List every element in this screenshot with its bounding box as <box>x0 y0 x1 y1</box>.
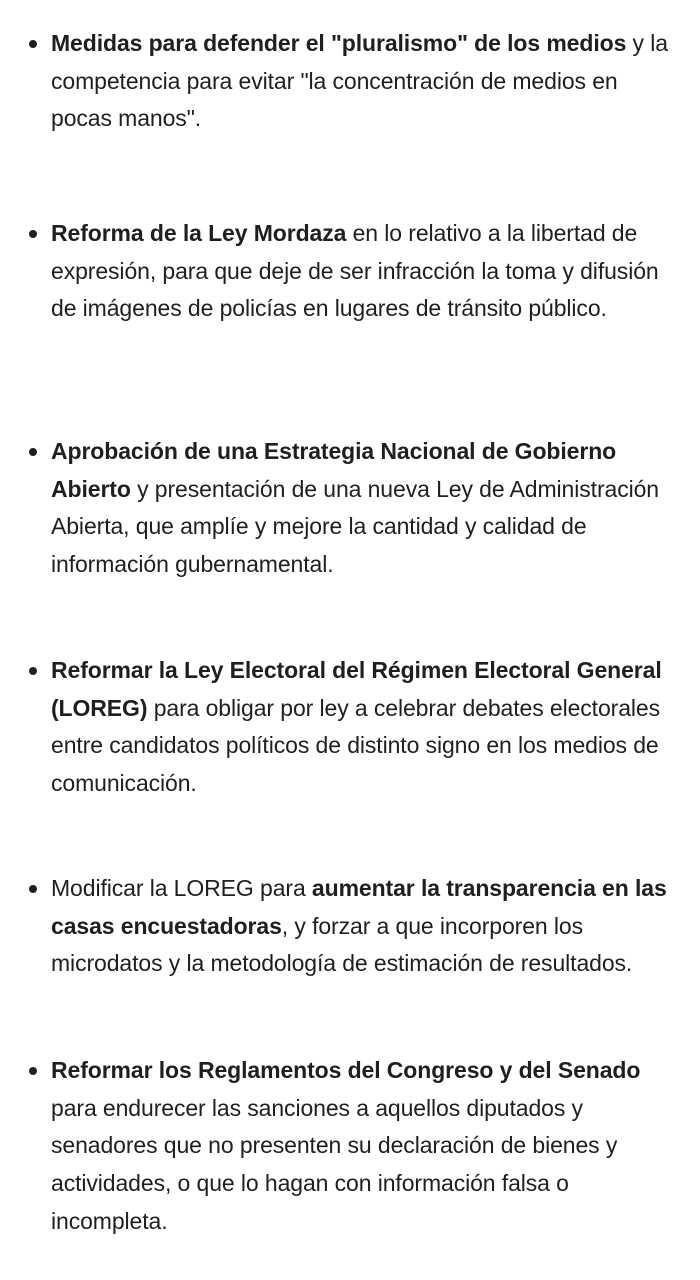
item-text-post: para endurecer las sanciones a aquellos diputados y senadores que no presenten su declaración de bienes y actividades, o que lo hagan con información falsa o incompleta. <box>51 1094 618 1234</box>
list-item <box>51 25 676 138</box>
item-text-bold: Medidas para defender el "pluralismo" de los medios <box>51 30 627 56</box>
item-text-post: para obligar por ley a celebrar debates electorales entre candidatos políticos de distinto signo en los medios de comunicación. <box>51 694 661 797</box>
item-text-post: y presentación de una nueva Ley de Administración Abierta, que amplíe y mejore la cantidad y calidad de información gubernamental. <box>51 475 659 578</box>
list-item <box>51 1052 676 1241</box>
list-item <box>51 652 676 803</box>
list-item <box>51 870 676 983</box>
bullet-icon <box>29 40 37 48</box>
bullet-icon <box>29 667 37 675</box>
list-item <box>51 433 676 584</box>
bullet-icon <box>29 448 37 456</box>
item-text-bold: Reformar los Reglamentos del Congreso y del Senado <box>51 1057 641 1083</box>
item-text-post: y la competencia para evitar "la concentración de medios en pocas manos". <box>51 30 668 132</box>
item-text-bold: Reforma de la Ley Mordaza <box>51 220 347 246</box>
item-text-post: , y forzar a que incorporen los microdatos y la metodología de estimación de resultados. <box>51 912 633 977</box>
item-text-bold: Aprobación de una Estrategia Nacional de Gobierno Abierto <box>51 438 617 502</box>
bullet-icon <box>29 885 37 893</box>
list-item <box>51 215 676 328</box>
item-text-bold: Reformar la Ley Electoral del Régimen Electoral General (LOREG) <box>51 657 662 721</box>
item-text-bold: aumentar la transparencia en las casas encuestadoras <box>51 875 667 939</box>
item-text-post: en lo relativo a la libertad de expresión, para que deje de ser infracción la toma y difusión de imágenes de policías en lugares de tránsito público. <box>51 220 659 322</box>
item-text-pre: Modificar la LOREG para <box>51 875 312 901</box>
bullet-icon <box>29 230 37 238</box>
bullet-icon <box>29 1067 37 1075</box>
